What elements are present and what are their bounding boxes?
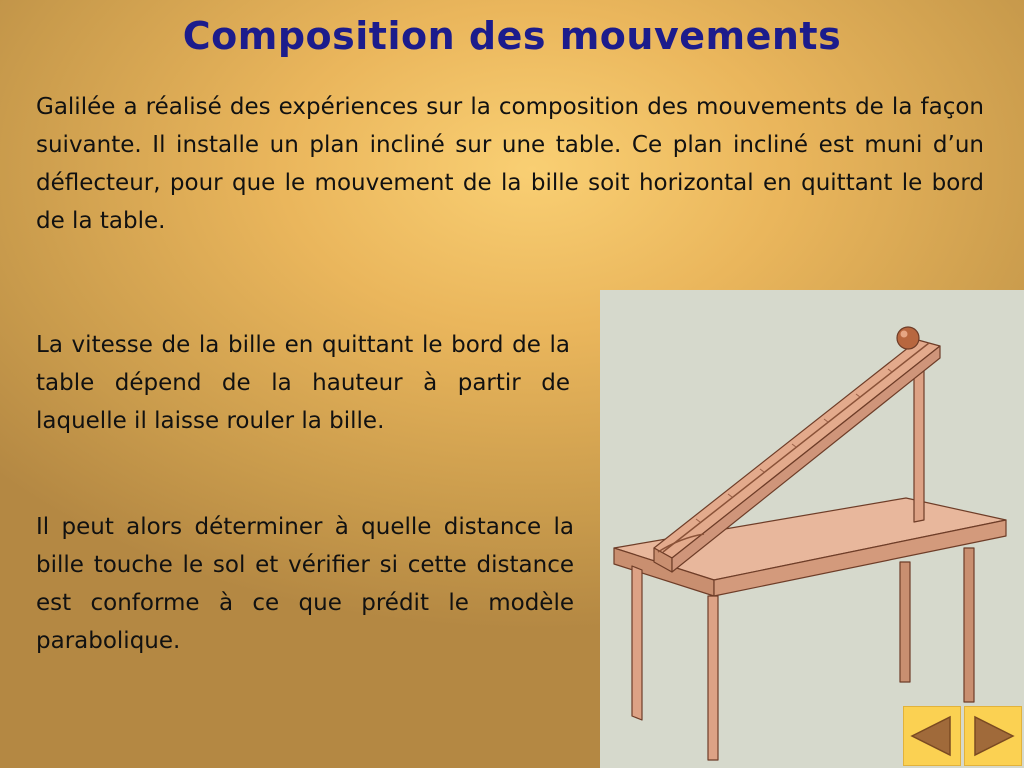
triangle-left-icon [904,707,960,765]
table-front-legs [632,566,718,760]
table-illustration [600,290,1024,768]
speed-paragraph: La vitesse de la bille en quittant le bord de la table dépend de la hauteur à partir de laquelle il laisse rouler la bille. [36,332,570,434]
ball [897,327,919,349]
table-back-legs [900,548,974,702]
inclined-plane-figure [600,290,1024,768]
slide-title: Composition des mouvements [182,14,842,58]
ramp-support-post [914,354,924,522]
distance-paragraph: Il peut alors déterminer à quelle distance la bille touche le sol et vérifier si cette distance est conforme à ce que prédit le modèle parabolique. [36,514,574,654]
triangle-right-icon [965,707,1021,765]
next-slide-button[interactable] [964,706,1022,766]
previous-slide-button[interactable] [903,706,961,766]
intro-paragraph: Galilée a réalisé des expériences sur la composition des mouvements de la façon suivante. Il installe un plan incliné sur une table. Ce plan incliné est muni d’un déflecteur, pour que le mouvement de la bille soit horizontal en quittant le bord de la table. [36,94,984,234]
